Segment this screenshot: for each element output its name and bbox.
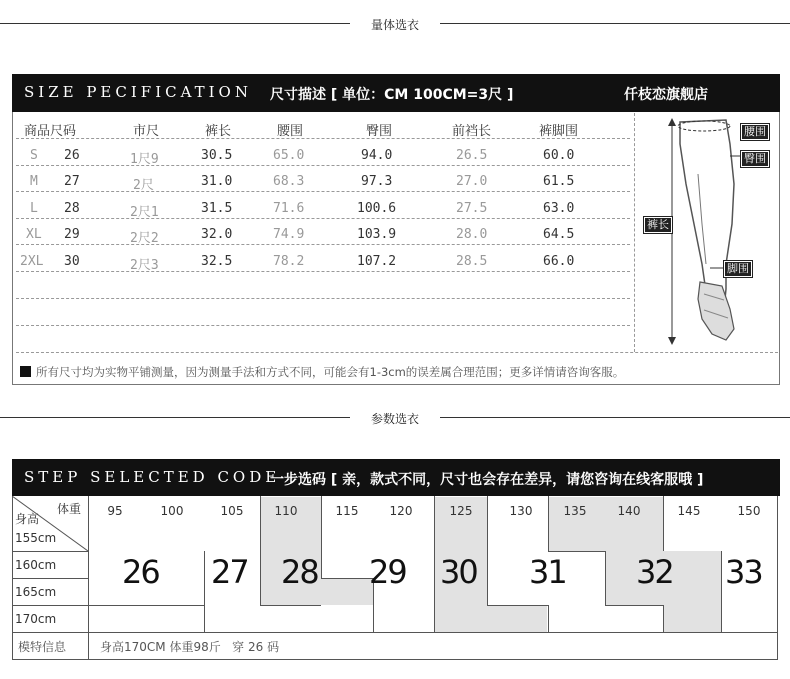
cell-size: 2XL: [20, 254, 44, 269]
weight-header: 95: [107, 504, 123, 518]
cell-rise: 26.5: [456, 148, 488, 163]
size-code: 30: [440, 553, 477, 591]
weight-header: 130: [509, 504, 533, 518]
grid-line: [260, 605, 321, 606]
col-header-length: 裤长: [205, 124, 232, 139]
row-divider: [16, 325, 630, 326]
cell-code: 27: [64, 174, 80, 189]
weight-header: 100: [160, 504, 184, 518]
step-code-header: [12, 459, 780, 496]
divider-right: [440, 23, 790, 24]
weight-header: 150: [737, 504, 761, 518]
row-divider: [16, 298, 630, 299]
row-divider: [16, 138, 630, 139]
row-divider: [16, 352, 778, 353]
grid-line: [12, 605, 88, 606]
grid-line: [487, 496, 488, 605]
col-header-waist: 腰围: [277, 124, 304, 139]
cell-length: 31.5: [201, 201, 233, 216]
weight-header: 115: [335, 504, 359, 518]
grid-line: [663, 605, 664, 632]
cell-shichi: 2尺3: [130, 258, 159, 273]
section-title-params: 参数选衣: [370, 412, 419, 426]
diagram-label-hem: 脚围: [724, 261, 752, 277]
cell-shichi: 2尺2: [130, 231, 159, 246]
col-header-hem: 裤脚围: [539, 124, 579, 139]
step-code-title-en: STEP SELECTED CODE: [24, 468, 281, 486]
weight-header: 145: [677, 504, 701, 518]
section-title-fit: 量体选衣: [370, 18, 419, 32]
cell-length: 30.5: [201, 148, 233, 163]
pants-diagram: [640, 114, 776, 352]
grid-line: [321, 578, 373, 579]
cell-length: 32.0: [201, 227, 233, 242]
grid-line: [12, 551, 88, 552]
diagram-label-length: 裤长: [644, 217, 672, 233]
divider-left: [0, 417, 350, 418]
size-code: 32: [636, 553, 673, 591]
size-code: 29: [369, 553, 406, 591]
cell-rise: 28.5: [456, 254, 488, 269]
cell-rise: 27.0: [456, 174, 488, 189]
col-header-rise: 前裆长: [452, 124, 492, 139]
weight-header: 125: [449, 504, 473, 518]
cell-size: M: [30, 174, 38, 189]
cell-size: L: [30, 201, 38, 216]
measurement-note: 所有尺寸均为实物平铺测量，因为测量手法和方式不同，可能会有1-3cm的误差属合理范围；更多详情请咨询客服。: [36, 365, 625, 379]
grid-line: [88, 605, 204, 606]
grid-line: [663, 496, 664, 551]
cell-rise: 27.5: [456, 201, 488, 216]
cell-hem: 60.0: [543, 148, 575, 163]
cell-code: 30: [64, 254, 80, 269]
grid-line: [204, 551, 205, 632]
size-code: 31: [529, 553, 566, 591]
divider-right: [440, 417, 790, 418]
diagram-label-waist: 腰围: [741, 124, 769, 140]
shop-name: 仟枝恋旗舰店: [624, 87, 708, 103]
model-info-value: 身高170CM 体重98斤 穿 26 码: [100, 640, 280, 654]
grid-line: [260, 496, 261, 605]
corner-height-label: 身高: [15, 512, 40, 526]
weight-header: 105: [220, 504, 244, 518]
grid-line: [721, 551, 722, 632]
height-label: 160cm: [15, 558, 57, 572]
divider-left: [0, 23, 350, 24]
row-divider: [16, 165, 630, 166]
size-spec-header: [12, 74, 780, 112]
height-label: 165cm: [15, 585, 57, 599]
cell-hem: 66.0: [543, 254, 575, 269]
cell-hip: 94.0: [361, 148, 393, 163]
cell-hem: 61.5: [543, 174, 575, 189]
size-code: 28: [281, 553, 318, 591]
cell-size: XL: [26, 227, 42, 242]
grid-line: [605, 605, 663, 606]
cell-code: 26: [64, 148, 80, 163]
cell-length: 32.5: [201, 254, 233, 269]
model-info-label: 模特信息: [18, 640, 67, 654]
note-bullet-icon: [20, 366, 31, 377]
size-spec-title-en: SIZE PECIFICATION: [24, 83, 252, 101]
cell-shichi: 2尺: [133, 178, 154, 193]
cell-hip: 103.9: [357, 227, 397, 242]
cell-waist: 71.6: [273, 201, 305, 216]
weight-header: 140: [617, 504, 641, 518]
height-label: 155cm: [15, 531, 57, 545]
cell-hem: 63.0: [543, 201, 575, 216]
cell-shichi: 1尺9: [130, 152, 159, 167]
cell-waist: 74.9: [273, 227, 305, 242]
grid-line: [605, 551, 606, 605]
diagram-divider: [634, 113, 635, 352]
row-divider: [16, 218, 630, 219]
height-label: 170cm: [15, 612, 57, 626]
size-code: 27: [211, 553, 248, 591]
cell-hip: 97.3: [361, 174, 393, 189]
grid-line: [487, 605, 548, 606]
step-code-title-cn: 一步选码 [ 亲，款式不同，尺寸也会存在差异，请您咨询在线客服哦 ]: [270, 472, 704, 488]
cell-length: 31.0: [201, 174, 233, 189]
diagram-label-hip: 臀围: [741, 151, 769, 167]
cell-code: 29: [64, 227, 80, 242]
cell-code: 28: [64, 201, 80, 216]
size-spec-title-cn: 尺寸描述 [ 单位：CM 100CM=3尺 ]: [270, 87, 514, 103]
cell-hem: 64.5: [543, 227, 575, 242]
row-divider: [16, 271, 630, 272]
col-header-shichi: 市尺: [133, 124, 160, 139]
weight-header: 120: [389, 504, 413, 518]
cell-rise: 28.0: [456, 227, 488, 242]
grid-line: [321, 496, 322, 578]
grid-line: [12, 578, 88, 579]
size-code: 33: [725, 553, 762, 591]
col-header-size: 商品尺码: [24, 124, 77, 139]
grid-line: [12, 632, 778, 633]
weight-header: 135: [563, 504, 587, 518]
row-divider: [16, 191, 630, 192]
grid-line: [548, 551, 605, 552]
grid-line: [434, 496, 435, 632]
size-code: 26: [122, 553, 159, 591]
cell-hip: 100.6: [357, 201, 397, 216]
weight-header: 110: [274, 504, 298, 518]
corner-weight-label: 体重: [57, 502, 82, 516]
cell-hip: 107.2: [357, 254, 397, 269]
cell-shichi: 2尺1: [130, 205, 159, 220]
cell-size: S: [30, 148, 38, 163]
grid-line: [548, 496, 549, 551]
col-header-hip: 臀围: [366, 124, 393, 139]
cell-waist: 65.0: [273, 148, 305, 163]
grid-line: [548, 605, 549, 632]
cell-waist: 68.3: [273, 174, 305, 189]
row-divider: [16, 244, 630, 245]
grid-line: [88, 496, 89, 660]
cell-waist: 78.2: [273, 254, 305, 269]
